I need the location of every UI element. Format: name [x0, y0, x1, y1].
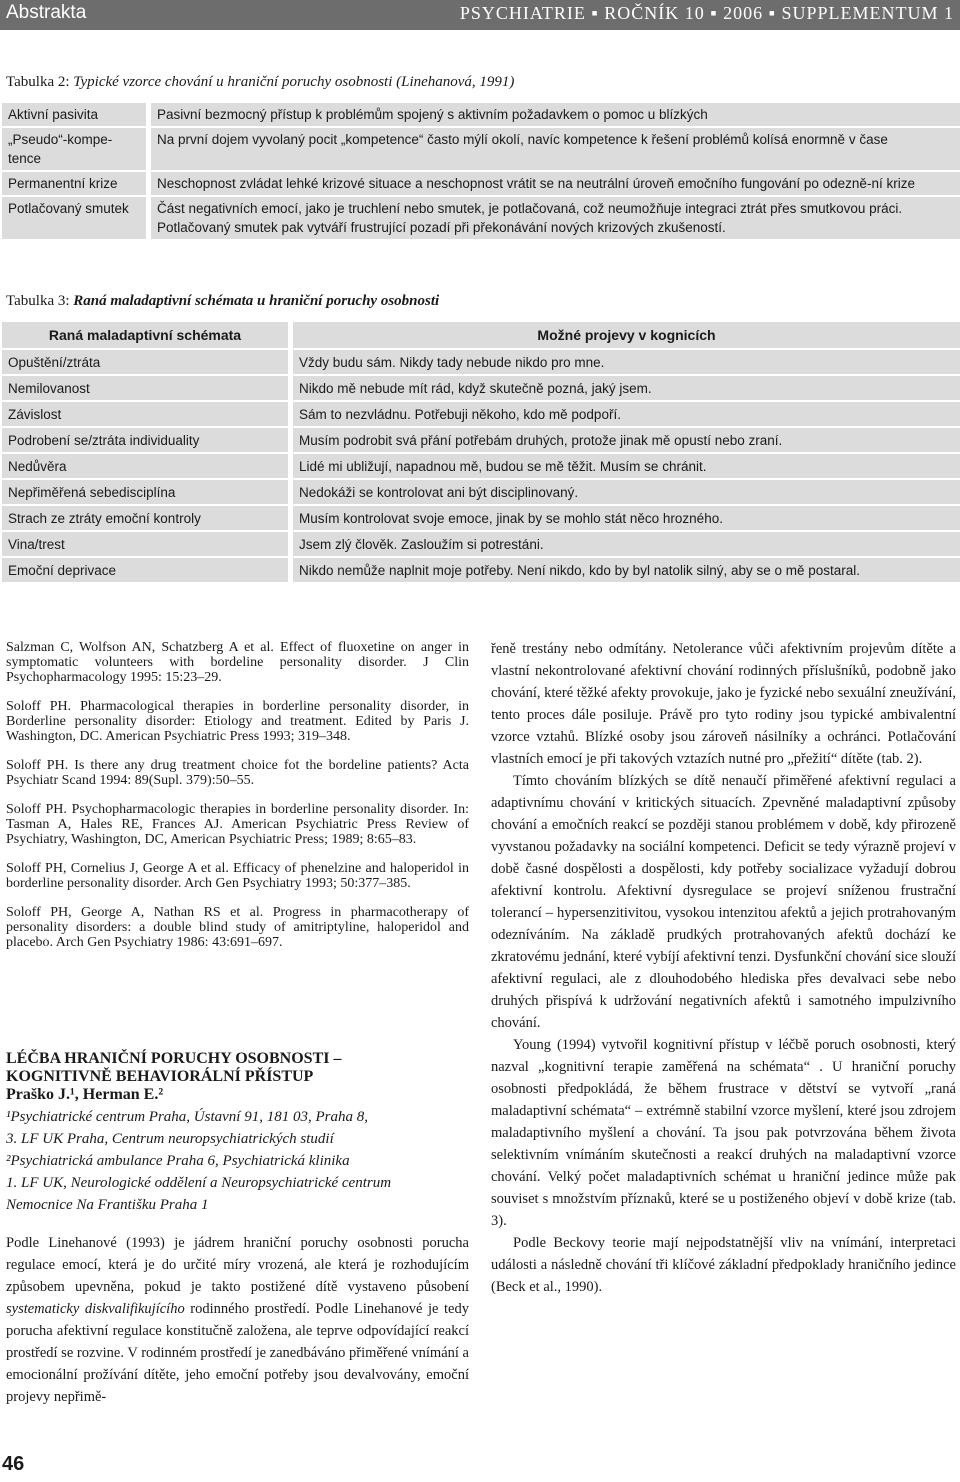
reference-item: Soloff PH, George A, Nathan RS et al. Progress in pharmacotherapy of personality disorders: a double blind study of amitriptyline, haloperidol and placebo. Arch Gen Psychiatry 1986: 43:691–697. [6, 905, 469, 950]
reference-item: Salzman C, Wolfson AN, Schatzberg A et al. Effect of fluoxetine on anger in symptomatic volunteers with bordeline personality disorder. J Clin Psychopharmacology 1995: 15:23–29. [6, 640, 469, 685]
table3-schema: Opuštění/ztráta [2, 349, 288, 375]
table3-schema: Podrobení se/ztráta individuality [2, 427, 288, 453]
table3-row [2, 401, 960, 427]
table2-description: Část negativních emocí, jako je truchlení nebo smutek, je potlačovaná, což neumožňuje integraci ztrát přes smutkovou práci. Potlačovaný smutek pak vytváří frustrující pozadí při překonávání nových krizových zkušeností. [151, 196, 960, 239]
paragraph-emphasis: systematicky diskvalifikujícího [6, 1301, 185, 1317]
table3-cognition: Nikdo mě nebude mít rád, když skutečně pozná, jaký jsem. [293, 375, 960, 401]
table3-cognition: Musím kontrolovat svoje emoce, jinak by se mohlo stát něco hrozného. [293, 505, 960, 531]
table2-row [2, 127, 960, 171]
table3-row [2, 557, 960, 582]
page-header [0, 0, 960, 30]
affiliation: 3. LF UK Praha, Centrum neuropsychiatrických studií [6, 1131, 334, 1147]
table3-schema: Nepřiměřená sebedisciplína [2, 479, 288, 505]
table3-header-cognition: Možné projevy v kognicích [293, 322, 960, 349]
article-paragraph [6, 1232, 469, 1408]
table3-row [2, 375, 960, 401]
table2-description: Na první dojem vyvolaný pocit „kompetence“ často mýlí okolí, navíc kompetence k řešení problémů kolísá enormně v čase [151, 127, 960, 171]
table3-row [2, 505, 960, 531]
table3-caption [6, 293, 439, 310]
article-paragraph: řeně trestány nebo odmítány. Netolerance vůči afektivním projevům dítěte a vlastní nekontrolované afektivní chování rodinných příslušníků, podobně jako chování, které těžké afekty provokuje, jako je fyzické nebo sexuální zneužívání, tento proces dále posiluje. Právě pro tyto rodiny jsou typické ambivalentní vzorce vztahů. Blízké osoby jsou zároveň násilníky a ochránci. Potlačování vlastních emocí je při takových vztazích nutné pro „přežití“ dítěte (tab. 2). [491, 641, 957, 767]
article [6, 1050, 469, 1408]
table3-schema: Emoční deprivace [2, 557, 288, 582]
article-paragraph: Young (1994) vytvořil kognitivní přístup v léčbě poruch osobnosti, který nazval „kognitivní terapie zaměřená na schémata“ . U hraniční poruchy osobnosti předpokládá, že během frustrace v dětství se vytvoří „raná maladaptivní schémata“ – extrémně stabilní vzorce myšlení, které jsou zdrojem maladaptivního myšlení a chování. Ta jsou pak potvrzována během života selektivním vnímáním skutečnosti a reakcí druhých na maladaptivní vzorce chování. Velký počet maladaptivních schémat u hraniční jedince může pak souviset s množstvím příznaků, které se u postiženého objeví v době krize (tab. 3). [491, 1037, 956, 1229]
paragraph-text: rodinného prostředí. Podle Linehanové je tedy porucha afektivní regulace konstitučně založena, ale teprve odpovídající reakcí prostředí se rozvine. V rodinném prostředí je zanedbáváno přiměřené vnímání a emocionální prožívání dítěte, jeho emoční potřeby jsou devalvovány, emoční projevy nepřimě- [6, 1301, 469, 1405]
reference-item: Soloff PH. Psychopharmacologic therapies in borderline personality disorder. In: Tasman A, Hales RE, Frances AJ. American Psychiatric Press Review of Psychiatry, Washington, DC, American Psychiatric Press; 1989; 8:65–83. [6, 802, 469, 847]
table2-pattern: Permanentní krize [2, 171, 146, 196]
table3-cognition: Nikdo nemůže naplnit moje potřeby. Není nikdo, kdo by byl natolik silný, aby se o mě postaral. [293, 557, 960, 582]
article-title-line2: KOGNITIVNĚ BEHAVIORÁLNÍ PŘÍSTUP [6, 1068, 314, 1085]
affiliation: Nemocnice Na Františku Praha 1 [6, 1197, 209, 1213]
table2-pattern: Potlačovaný smutek [2, 196, 146, 239]
table2-row [2, 171, 960, 196]
table2-row [2, 102, 960, 127]
table3-schema: Závislost [2, 401, 288, 427]
table3-cognition: Musím podrobit svá přání potřebám druhých, protože jinak mě opustí nebo zraní. [293, 427, 960, 453]
table3-row [2, 479, 960, 505]
table2-caption [6, 74, 514, 91]
reference-item: Soloff PH, Cornelius J, George A et al. Efficacy of phenelzine and haloperidol in borderline personality disorder. Arch Gen Psychiatry 1993; 50:377–385. [6, 861, 469, 891]
table2-label: Tabulka 2: [6, 74, 70, 90]
table2-description: Pasivní bezmocný přístup k problémům spojený s aktivním požadavkem o pomoc u blízkých [151, 102, 960, 127]
table3-cognition: Nedokáži se kontrolovat ani být disciplinovaný. [293, 479, 960, 505]
table3-row [2, 427, 960, 453]
table3-row [2, 349, 960, 375]
article-title-line1: LÉČBA HRANIČNÍ PORUCHY OSOBNOSTI – [6, 1050, 342, 1067]
affiliation: ¹Psychiatrické centrum Praha, Ústavní 91, 181 03, Praha 8, [6, 1109, 368, 1125]
table3-schema: Strach ze ztráty emoční kontroly [2, 505, 288, 531]
article-authors: Praško J.¹, Herman E.² [6, 1086, 164, 1103]
table3-cognition: Sám to nezvládnu. Potřebuji někoho, kdo mě podpoří. [293, 401, 960, 427]
article-paragraph: Tímto chováním blízkých se dítě nenaučí přiměřené afektivní regulaci a adaptivnímu chování v kritických situacích. Zpevněné maladaptivní způsoby chování a emočních reakcí se později stanou problémem v době, kdy přirozeně vyvstanou požadavky na sociální kompetenci. Deficit se tedy výrazně projeví v době časné dospělosti a dospělosti, kdy potřeby socializace vyžadují dobrou afektivní kontrolu. Afektivní dysregulace se projeví sníženou frustrační tolerancí – hypersenzitivitou, vysokou intenzitou afektů a jejich protrahovaným odezníváním. Na základě prudkých protrahovaných afektů dochází ke zkratovému jednání, které vybíjí afektivní tenzi. Dysfunkční chování sice slouží afektivní regulaci, ale z dlouhodobého hlediska přes devalvaci sebe nebo druhých přispívá k udržování negativních afektů i samotného impulzivního chování. [491, 773, 956, 1031]
table2 [2, 101, 960, 239]
table2-description: Neschopnost zvládat lehké krizové situace a neschopnost vrátit se na neutrální úroveň emočního fungování po odezně-ní krize [151, 171, 960, 196]
reference-item: Soloff PH. Pharmacological therapies in borderline personality disorder, in Borderline personality disorder: Etiology and treatment. Edited by Paris J. Washington, DC. American Psychiatric Press 1993; 319–348. [6, 699, 469, 744]
table3-header-schema: Raná maladaptivní schémata [2, 322, 288, 349]
paragraph-text: Podle Linehanové (1993) je jádrem hraniční poruchy osobnosti porucha regulace emocí, která je do určité míry vrozená, ale která je rozhodujícím způsobem upevněna, pokud je takto postižené dítě vystaveno působení [6, 1235, 469, 1295]
article-paragraph: Podle Beckovy teorie mají nejpodstatnější vliv na vnímání, interpretaci události a následně chování tři klíčové základní předpoklady hraničního jedince (Beck et al., 1990). [491, 1235, 956, 1295]
table2-pattern: Aktivní pasivita [2, 102, 146, 127]
table3-schema: Nemilovanost [2, 375, 288, 401]
section-name: Abstrakta [6, 2, 87, 23]
right-column [491, 638, 956, 1298]
table2-title: Typické vzorce chování u hraniční poruchy osobnosti (Linehanová, 1991) [73, 74, 515, 90]
reference-item: Soloff PH. Is there any drug treatment choice fot the bordeline patients? Acta Psychiatr Scand 1994: 89(Supl. 379):50–55. [6, 758, 469, 788]
table2-pattern: „Pseudo“-kompe-tence [2, 127, 146, 171]
table3-cognition: Jsem zlý člověk. Zasloužím si potrestáni. [293, 531, 960, 557]
table3-label: Tabulka 3: [6, 293, 70, 309]
table3-row [2, 531, 960, 557]
table2-row [2, 196, 960, 239]
table3-schema: Nedůvěra [2, 453, 288, 479]
page-number: 46 [2, 1453, 25, 1475]
affiliation: ²Psychiatrická ambulance Praha 6, Psychiatrická klinika [6, 1153, 350, 1169]
journal-info: PSYCHIATRIE ▪ ROČNÍK 10 ▪ 2006 ▪ SUPPLEMENTUM 1 [459, 3, 954, 23]
references [6, 640, 469, 964]
affiliation: 1. LF UK, Neurologické oddělení a Neuropsychiatrické centrum [6, 1175, 392, 1191]
table3 [2, 322, 960, 582]
table3-schema: Vina/trest [2, 531, 288, 557]
table3-cognition: Vždy budu sám. Nikdy tady nebude nikdo pro mne. [293, 349, 960, 375]
table3-title: Raná maladaptivní schémata u hraniční poruchy osobnosti [73, 293, 440, 309]
table3-row [2, 453, 960, 479]
table3-cognition: Lidé mi ubližují, napadnou mě, budou se mě těžit. Musím se chránit. [293, 453, 960, 479]
